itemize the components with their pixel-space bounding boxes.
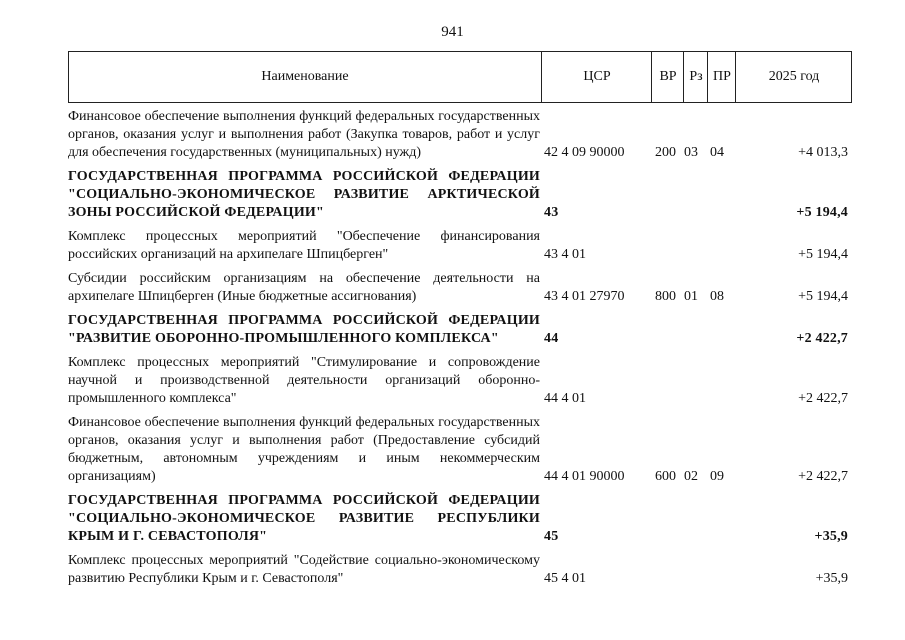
row-amount: +2 422,7: [796, 331, 848, 346]
row-rz: 03: [684, 145, 698, 160]
header-vr: ВР: [651, 52, 684, 102]
row-name: Финансовое обеспечение выполнения функций федеральных государственных органов, оказания услуг и выполнения работ (Предоставление субсидий бюджетным, автономным учреждениям и иным некоммерческим организациям): [68, 415, 540, 484]
row-csr: 44 4 01 90000: [544, 469, 625, 484]
row-rz: 02: [684, 469, 698, 484]
header-csr: ЦСР: [541, 52, 652, 102]
row-csr: 43: [544, 205, 559, 220]
page-number: 941: [441, 24, 464, 40]
row-name: Комплекс процессных мероприятий "Обеспечение финансирования российских организаций на архипелаге Шпицберген": [68, 229, 540, 262]
table-row: [68, 270, 852, 306]
table-row: [68, 168, 852, 222]
row-pr: 09: [710, 469, 724, 484]
table-row: [68, 108, 852, 162]
table-row: [68, 354, 852, 408]
table-row: [68, 492, 852, 546]
row-csr: 44: [544, 331, 559, 346]
row-csr: 43 4 01: [544, 247, 586, 262]
row-amount: +5 194,4: [796, 205, 848, 220]
row-name: ГОСУДАРСТВЕННАЯ ПРОГРАММА РОССИЙСКОЙ ФЕДЕРАЦИИ "СОЦИАЛЬНО-ЭКОНОМИЧЕСКОЕ РАЗВИТИЕ РЕСПУБЛИКИ КРЫМ И Г. СЕВАСТОПОЛЯ": [68, 493, 540, 544]
row-vr: 200: [655, 145, 676, 160]
row-name: Субсидии российским организациям на обеспечение деятельности на архипелаге Шпицберген (Иные бюджетные ассигнования): [68, 271, 540, 304]
row-csr: 45: [544, 529, 559, 544]
row-amount: +5 194,4: [798, 247, 848, 262]
header-year: 2025 год: [735, 52, 852, 102]
row-rz: 01: [684, 289, 698, 304]
header-pr: ПР: [707, 52, 736, 102]
header-rz: Рз: [683, 52, 708, 102]
row-amount: +4 013,3: [798, 145, 848, 160]
table-row: [68, 228, 852, 264]
row-amount: +5 194,4: [798, 289, 848, 304]
table-row: [68, 552, 852, 588]
row-name: Комплекс процессных мероприятий "Стимулирование и сопровождение научной и производственной деятельности организаций оборонно-промышленного комплекса": [68, 355, 540, 406]
table-row: [68, 414, 852, 486]
row-name: Финансовое обеспечение выполнения функций федеральных государственных органов, оказания услуг и выполнения работ (Закупка товаров, работ и услуг для обеспечения государственных (муниципальных) нужд): [68, 109, 540, 160]
table-body: [68, 108, 852, 594]
row-amount: +2 422,7: [798, 469, 848, 484]
header-name: Наименование: [261, 69, 349, 84]
table-row: [68, 312, 852, 348]
row-amount: +35,9: [814, 529, 848, 544]
row-pr: 04: [710, 145, 724, 160]
row-csr: 44 4 01: [544, 391, 586, 406]
row-amount: +35,9: [815, 571, 848, 586]
row-name: ГОСУДАРСТВЕННАЯ ПРОГРАММА РОССИЙСКОЙ ФЕДЕРАЦИИ "РАЗВИТИЕ ОБОРОННО-ПРОМЫШЛЕННОГО КОМПЛЕКСА": [68, 313, 540, 346]
row-csr: 42 4 09 90000: [544, 145, 625, 160]
row-csr: 43 4 01 27970: [544, 289, 625, 304]
row-vr: 600: [655, 469, 676, 484]
row-vr: 800: [655, 289, 676, 304]
row-name: Комплекс процессных мероприятий "Содействие социально-экономическому развитию Республики Крым и г. Севастополя": [68, 553, 540, 586]
row-amount: +2 422,7: [798, 391, 848, 406]
row-name: ГОСУДАРСТВЕННАЯ ПРОГРАММА РОССИЙСКОЙ ФЕДЕРАЦИИ "СОЦИАЛЬНО-ЭКОНОМИЧЕСКОЕ РАЗВИТИЕ АРКТИЧЕСКОЙ ЗОНЫ РОССИЙСКОЙ ФЕДЕРАЦИИ": [68, 169, 540, 220]
row-pr: 08: [710, 289, 724, 304]
table-header: [68, 51, 852, 103]
row-csr: 45 4 01: [544, 571, 586, 586]
